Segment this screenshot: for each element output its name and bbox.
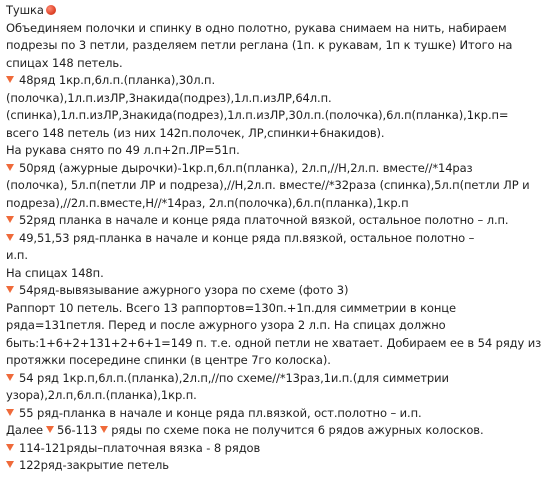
bullet-line: 54ряд-вывязывание ажурного узора по схеме (фото 3) xyxy=(6,282,474,300)
text-line: спицах 148 петель. xyxy=(6,55,123,70)
text-line: На спицах 148п. xyxy=(6,265,104,280)
text-line: Объединяем полочки и спинку в одно полотно, рукава снимаем на нить, набираем xyxy=(6,20,507,35)
text-line: и.п. xyxy=(6,248,28,262)
text-line: узора),2л.п,6л.п.(планка),1кр.п. xyxy=(6,388,197,402)
title: Тушка xyxy=(6,3,44,17)
triangle-icon xyxy=(6,76,14,83)
text-line: На рукава снято по 49 л.п+2п.ЛР=51п. xyxy=(6,143,240,157)
title-line xyxy=(6,2,474,20)
text-line: (полочка), 5л.п(петли ЛР и подреза),//Н,2л.п. вместе//*32раза (спинка),5л.п(петли ЛР и xyxy=(6,178,530,192)
text-line: подрезы по 3 петли, разделяем петли реглана (1п. к рукавам, 1п к тушке) Итого на xyxy=(6,38,513,52)
triangle-icon xyxy=(6,216,14,223)
text-line: (полочка),1л.п.изЛР,3накида(подрез),1л.п.изЛР,64л.п. xyxy=(6,90,332,105)
bullet-line: 49,51,53 ряд-планка в начале и конце ряда пл.вязкой, остальное полотно – xyxy=(6,230,474,248)
text-line: Раппорт 10 петель. Всего 13 раппортов=130п.+1п.для симметрии в конце xyxy=(6,300,456,315)
triangle-icon xyxy=(6,444,14,451)
bullet-line: 50ряд (ажурные дырочки)-1кр.п,6л.п(планка), 2л.п,//Н,2л.п. вместе//*14раз xyxy=(6,160,474,178)
bullet-line: 54 ряд 1кр.п,6л.п.(планка),2л.п,//по схеме//*13раз,1и.п.(для симметрии xyxy=(6,370,474,388)
dalee-line: Далее 56-113 ряды по схеме пока не получится 6 рядов ажурных колосков. xyxy=(6,423,484,437)
triangle-icon xyxy=(6,461,14,468)
text-line: подреза),//2л.п.вместе,Н//*14раз, 2л.п(полочка),6л.п(планка),1кр.п xyxy=(6,195,409,210)
text-line: протяжки посередине спинки (в центре 7го колоска). xyxy=(6,353,331,367)
triangle-icon xyxy=(6,374,14,381)
triangle-icon xyxy=(46,426,54,433)
triangle-icon xyxy=(6,234,14,241)
text-line: быть:1+6+2+131+2+6+1=149 п. т.е. одной петли не хватает. Добираем ее в 54 ряду из xyxy=(6,335,541,350)
triangle-icon xyxy=(100,426,108,433)
bullet-line: 114-121ряды–платочная вязка - 8 рядов xyxy=(6,440,474,458)
triangle-icon xyxy=(6,164,14,171)
bullet-line: 55 ряд-планка в начале и конце ряда пл.вязкой, ост.полотно – и.п. xyxy=(6,405,474,423)
triangle-icon xyxy=(6,286,14,293)
text-line: (спинка),1л.п.изЛР,3накида(подрез),1л.п.изЛР,30л.п.(полочка),6л.п(планка),1кр.п= xyxy=(6,108,509,122)
bullet-line: 122ряд-закрытие петель xyxy=(6,457,474,475)
red-circle-icon xyxy=(46,5,56,15)
text-line: ряда=131петля. Перед и после ажурного узора 2 л.п. На спицах должно xyxy=(6,318,446,332)
triangle-icon xyxy=(6,409,14,416)
bullet-line: 48ряд 1кр.п,6л.п.(планка),30л.п. xyxy=(6,72,474,90)
bullet-line: 52ряд планка в начале и конце ряда платочной вязкой, остальное полотно – л.п. xyxy=(6,212,474,230)
document xyxy=(6,2,541,475)
text-line: всего 148 петель (из них 142п.полочек, ЛР,спинки+6накидов). xyxy=(6,125,385,140)
